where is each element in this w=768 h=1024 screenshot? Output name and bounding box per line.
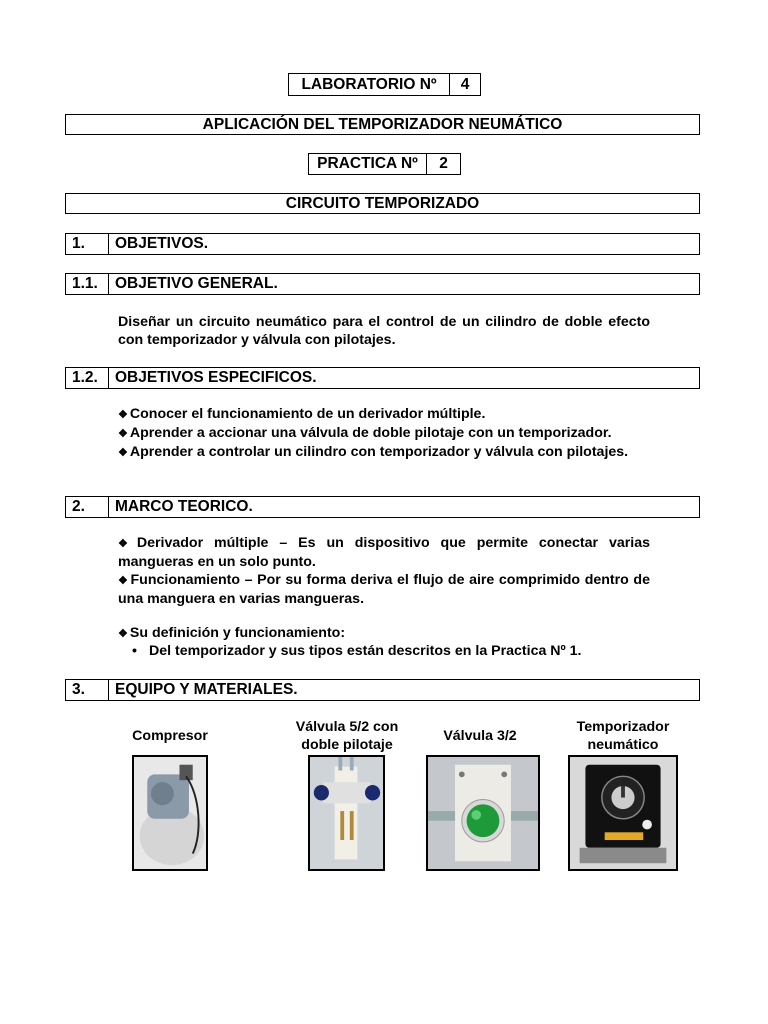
pneumatic-timer-photo: [568, 755, 678, 871]
section-number: 1.: [66, 234, 109, 254]
section-objectives: [65, 233, 700, 255]
section-label: OBJETIVOS.: [115, 235, 209, 252]
section-number: 1.2.: [66, 368, 109, 388]
valve-5-2-photo: [308, 755, 385, 871]
equipment-label-compressor: Compresor: [132, 728, 208, 744]
list-item: ❖ Su definición y funcionamiento:: [118, 624, 650, 643]
equipment-label-timer: Temporizador neumático: [576, 719, 670, 753]
practice-number: 2: [439, 155, 448, 172]
section-number: 3.: [66, 680, 109, 700]
section-label: OBJETIVOS ESPECIFICOS.: [115, 369, 317, 386]
valve-3-2-photo: [426, 755, 540, 871]
section-label: OBJETIVO GENERAL.: [115, 275, 278, 292]
general-objective-paragraph: Diseñar un circuito neumático para el control de un cilindro de doble efecto con temporizador y válvula con pilotajes.: [118, 314, 650, 348]
list-item: ❖ Aprender a controlar un cilindro con temporizador y válvula con pilotajes.: [118, 443, 650, 462]
lab-number: 4: [460, 75, 470, 93]
practice-label: PRACTICA Nº: [309, 154, 427, 174]
section-number: 1.1.: [66, 274, 109, 294]
section-specific-objectives: [65, 367, 700, 389]
list-item: ❖ Aprender a accionar una válvula de doble pilotaje con un temporizador.: [118, 424, 650, 443]
theory-list: [118, 534, 650, 608]
practice-number-box: [308, 153, 461, 175]
section-number: 2.: [66, 497, 109, 517]
section-label: EQUIPO Y MATERIALES.: [115, 681, 298, 698]
lab-number-box: [288, 73, 481, 96]
document-title: APLICACIÓN DEL TEMPORIZADOR NEUMÁTICO: [65, 114, 700, 135]
lab-label: LABORATORIO Nº: [289, 74, 450, 95]
section-equipment: [65, 679, 700, 701]
list-item: ❖ Derivador múltiple – Es un dispositivo que permite conectar varias mangueras en un solo punto.: [118, 534, 650, 571]
general-objective-text: [118, 313, 650, 349]
equipment-label-valve-5-2: Válvula 5/2 con doble pilotaje: [295, 719, 399, 753]
definition-heading: [118, 624, 650, 643]
equipment-label-valve-3-2: Válvula 3/2: [443, 728, 517, 744]
compressor-photo: [132, 755, 208, 871]
list-item: ❖ Conocer el funcionamiento de un derivador múltiple.: [118, 405, 650, 424]
section-label: MARCO TEORICO.: [115, 498, 253, 515]
document-subtitle: CIRCUITO TEMPORIZADO: [65, 193, 700, 214]
specific-objectives-list: [118, 405, 650, 462]
list-item: ❖ Funcionamiento – Por su forma deriva el flujo de aire comprimido dentro de una manguera en varias mangueras.: [118, 571, 650, 608]
section-theory: [65, 496, 700, 518]
section-general-objective: [65, 273, 700, 295]
definition-item: • Del temporizador y sus tipos están descritos en la Practica Nº 1.: [132, 643, 582, 659]
